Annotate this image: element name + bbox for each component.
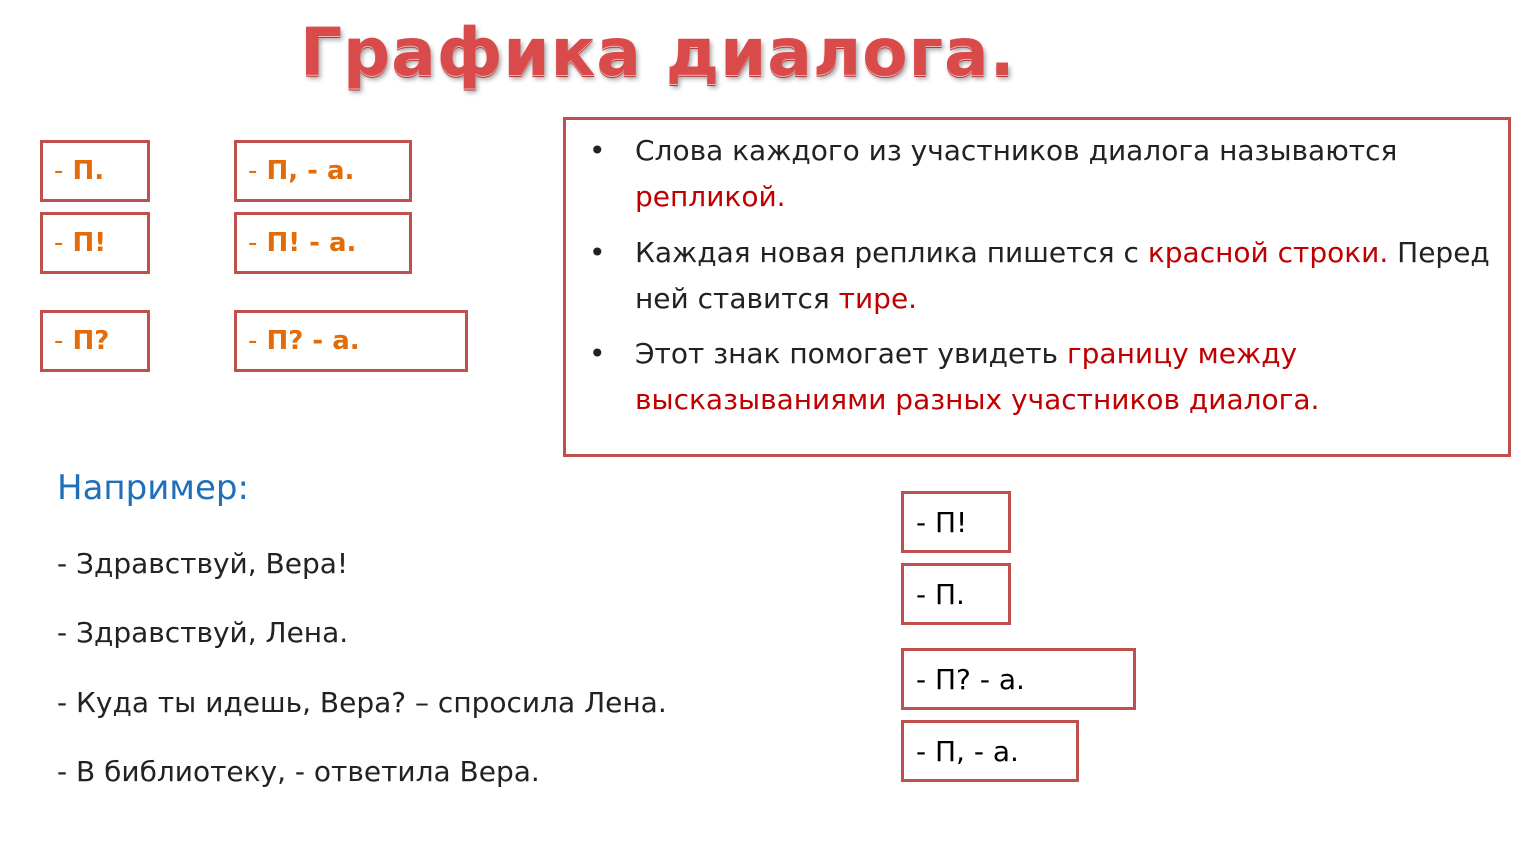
scheme-box: - П! [901,491,1011,553]
dash: - [248,156,258,186]
dash: - [248,228,258,258]
dash: - [54,156,64,186]
pattern-text: П. [72,156,105,186]
rule-text: Этот знак помогает увидеть [635,337,1067,370]
bullet: • [589,337,606,370]
pattern-text: П? [72,326,110,356]
dialogue-line: - Здравствуй, Лена. [57,616,349,649]
dialogue-line: - Здравствуй, Вера! [57,547,349,580]
pattern-text: П, - а. [266,156,355,186]
rule-highlight: репликой. [635,180,786,213]
dash: - [54,228,64,258]
rule-text: Каждая новая реплика пишется с [635,236,1148,269]
pattern-box [40,310,150,372]
pattern-text: П! [72,228,107,258]
pattern-box [234,140,412,202]
rules-box [563,117,1511,457]
dash: - [248,326,258,356]
bullet: • [589,134,606,167]
dash: - [54,326,64,356]
pattern-text: П? - а. [266,326,360,356]
rule-text: Слова каждого из участников диалога называются [635,134,1398,167]
page-title: Графика диалога. [300,14,1016,91]
rule-item [589,331,1495,423]
pattern-box [40,140,150,202]
rule-highlight: красной строки. [1147,236,1389,269]
dialogue-line: - Куда ты идешь, Вера? – спросила Лена. [57,686,667,719]
rule-item [589,128,1495,220]
pattern-box [40,212,150,274]
pattern-text: П! - а. [266,228,357,258]
scheme-box: - П? - а. [901,648,1136,710]
pattern-box [234,212,412,274]
pattern-box [234,310,468,372]
scheme-box: - П, - а. [901,720,1079,782]
bullet: • [589,236,606,269]
rule-text: Перед ней ставится [635,236,1490,315]
scheme-box: - П. [901,563,1011,625]
dialogue-line: - В библиотеку, - ответила Вера. [57,755,540,788]
rule-item [589,230,1495,322]
rule-highlight: тире. [838,282,918,315]
rule-highlight: границу между высказываниями разных участников диалога. [635,337,1320,416]
example-label: Например: [57,468,249,508]
